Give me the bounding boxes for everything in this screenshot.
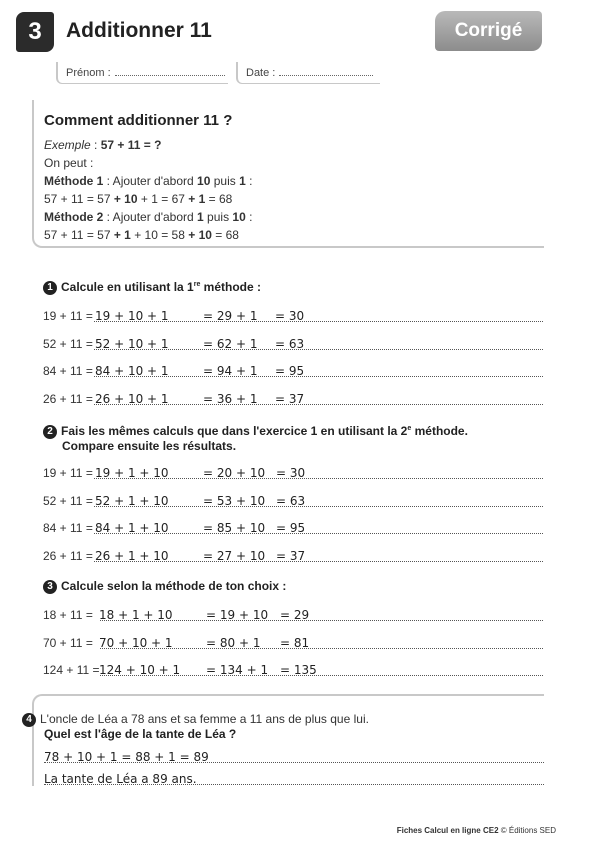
handwritten-answer: = 27 + 10 — [203, 549, 266, 563]
handwritten-answer: = 62 + 1 — [203, 337, 258, 351]
method1-line — [44, 174, 252, 188]
method-box — [32, 100, 544, 248]
calc-expression: 18 + 11 = — [43, 608, 93, 622]
handwritten-answer: = 63 — [275, 337, 305, 351]
handwritten-answer: = 134 + 1 — [206, 663, 269, 677]
calc-row[interactable] — [43, 464, 543, 480]
exercise2-number: 2 — [43, 425, 57, 439]
calc-part: = 68 — [205, 192, 233, 206]
answer-line-1[interactable] — [44, 748, 544, 764]
example-line — [44, 138, 161, 152]
handwritten-answer: 19 + 10 + 1 — [95, 309, 169, 323]
calc-row[interactable] — [43, 606, 543, 622]
method2-one: 1 — [197, 210, 204, 224]
problem-text-block — [26, 712, 369, 742]
handwritten-answer: = 30 — [276, 466, 306, 480]
handwritten-answer: 26 + 1 + 10 — [95, 549, 169, 563]
calc-expression: 84 + 11 = — [43, 521, 93, 535]
handwritten-answer: = 95 — [276, 521, 306, 535]
exercise3-title-text: Calcule selon la méthode de ton choix : — [61, 579, 287, 593]
handwritten-answer: 19 + 1 + 10 — [95, 466, 169, 480]
calc-part: = 68 — [211, 228, 239, 242]
exercise2-title — [43, 424, 468, 439]
exercise2-title-text: méthode. — [411, 424, 468, 438]
example-expression: 57 + 11 = ? — [100, 138, 162, 152]
handwritten-answer: 84 + 1 + 10 — [95, 521, 169, 535]
method2-ten: 10 — [232, 210, 246, 224]
footer — [397, 826, 556, 835]
handwritten-answer: 124 + 10 + 1 — [99, 663, 181, 677]
exercise-number-badge — [16, 12, 54, 52]
calc-row[interactable] — [43, 492, 543, 508]
calc-expression: 19 + 11 = — [43, 466, 93, 480]
calc-bold: + 1 — [113, 228, 131, 242]
handwritten-answer: = 30 — [275, 309, 305, 323]
exercise-number: 3 — [28, 18, 42, 45]
prenom-line — [115, 66, 225, 76]
exercise1-title-text: Calcule en utilisant la 1 — [61, 280, 194, 294]
handwritten-answer: = 85 + 10 — [203, 521, 266, 535]
handwritten-answer: = 37 — [275, 392, 305, 406]
method2-text: : Ajouter d'abord — [103, 210, 198, 224]
handwritten-answer: = 95 — [275, 364, 305, 378]
exercise1-title — [43, 280, 261, 295]
handwritten-answer: = 135 — [280, 663, 317, 677]
example-sep: : — [90, 138, 101, 152]
calc-part: 57 + 11 = 57 — [44, 192, 114, 206]
problem-box — [26, 694, 544, 786]
method1-one: 1 — [239, 174, 246, 188]
handwritten-answer: = 19 + 10 — [206, 608, 269, 622]
calc-expression: 70 + 11 = — [43, 636, 93, 650]
method1-ten: 10 — [197, 174, 211, 188]
calc-expression: 52 + 11 = — [43, 494, 93, 508]
calc-expression: 124 + 11 = — [43, 663, 100, 677]
calc-row[interactable] — [43, 335, 543, 351]
answer-line-2[interactable] — [44, 770, 544, 786]
handwritten-answer: 70 + 10 + 1 — [99, 636, 173, 650]
handwritten-answer: = 81 — [280, 636, 310, 650]
corrige-label: Corrigé — [454, 20, 523, 41]
page-title: Additionner 11 — [66, 19, 212, 42]
problem-statement — [26, 712, 369, 727]
calc-row[interactable] — [43, 307, 543, 323]
handwritten-answer: 52 + 10 + 1 — [95, 337, 169, 351]
exercise1-number: 1 — [43, 281, 57, 295]
handwritten-answer: = 37 — [276, 549, 306, 563]
handwritten-answer: = 29 — [280, 608, 310, 622]
method1-text: : Ajouter d'abord — [103, 174, 198, 188]
example-label: Exemple — [44, 138, 91, 152]
calc-row[interactable] — [43, 519, 543, 535]
date-line — [279, 66, 373, 76]
exercise2-title-sup: e — [407, 425, 412, 432]
exercise1-title-text: méthode : — [200, 280, 262, 294]
method1-text: puis — [210, 174, 240, 188]
prenom-label: Prénom : — [66, 67, 111, 79]
calc-expression: 26 + 11 = — [43, 392, 93, 406]
calc-part: + 1 = 67 — [137, 192, 189, 206]
calc-expression: 26 + 11 = — [43, 549, 93, 563]
handwritten-answer: = 29 + 1 — [203, 309, 258, 323]
handwritten-answer: = 36 + 1 — [203, 392, 258, 406]
calc-bold: + 10 — [113, 192, 138, 206]
exercise1-title-sup: re — [193, 281, 201, 288]
exercise3-number: 3 — [43, 580, 57, 594]
on-peut-line: On peut : — [44, 156, 94, 170]
exercise2-title-text: Fais les mêmes calculs que dans l'exercice 1 en utilisant la 2 — [61, 424, 408, 438]
calc-expression: 19 + 11 = — [43, 309, 93, 323]
handwritten-answer: 84 + 10 + 1 — [95, 364, 169, 378]
method1-text: : — [245, 174, 253, 188]
handwritten-answer: = 94 + 1 — [203, 364, 258, 378]
method1-calc — [44, 192, 232, 206]
calc-row[interactable] — [43, 547, 543, 563]
date-field[interactable] — [236, 62, 380, 84]
handwritten-answer: 26 + 10 + 1 — [95, 392, 169, 406]
handwritten-answer: = 20 + 10 — [203, 466, 266, 480]
calc-row[interactable] — [43, 634, 543, 650]
calc-part: 57 + 11 = 57 — [44, 228, 114, 242]
calc-expression: 52 + 11 = — [43, 337, 93, 351]
handwritten-answer: 52 + 1 + 10 — [95, 494, 169, 508]
calc-row[interactable] — [43, 390, 543, 406]
answer-sentence: La tante de Léa a 89 ans. — [44, 772, 197, 786]
handwritten-answer: 18 + 1 + 10 — [99, 608, 173, 622]
method2-calc — [44, 228, 239, 242]
calc-bold: + 1 — [188, 192, 206, 206]
method2-label: Méthode 2 — [44, 210, 104, 224]
calc-part: + 10 = 58 — [130, 228, 189, 242]
calc-bold: + 10 — [188, 228, 212, 242]
problem-question: Quel est l'âge de la tante de Léa ? — [44, 727, 237, 741]
footer-copyright: © Éditions SED — [498, 826, 556, 835]
method2-line — [44, 210, 252, 224]
prenom-field[interactable] — [56, 62, 228, 84]
handwritten-answer: = 53 + 10 — [203, 494, 266, 508]
corrige-badge — [435, 11, 542, 51]
method-heading: Comment additionner 11 ? — [44, 112, 233, 129]
problem-text: L'oncle de Léa a 78 ans et sa femme a 11 ans de plus que lui. — [40, 712, 369, 726]
method2-text: : — [245, 210, 253, 224]
exercise4-number: 4 — [22, 713, 36, 727]
exercise3-title — [43, 579, 286, 594]
exercise2-title-line2: Compare ensuite les résultats. — [62, 439, 237, 453]
date-label: Date : — [246, 67, 276, 79]
footer-title: Fiches Calcul en ligne CE2 — [396, 826, 499, 835]
method2-text: puis — [203, 210, 233, 224]
calc-row[interactable] — [43, 661, 543, 677]
method1-label: Méthode 1 — [44, 174, 104, 188]
handwritten-answer: = 63 — [276, 494, 306, 508]
calc-row[interactable] — [43, 362, 543, 378]
calc-expression: 84 + 11 = — [43, 364, 93, 378]
handwritten-answer: = 80 + 1 — [206, 636, 261, 650]
answer-calculation: 78 + 10 + 1 = 88 + 1 = 89 — [44, 750, 209, 764]
